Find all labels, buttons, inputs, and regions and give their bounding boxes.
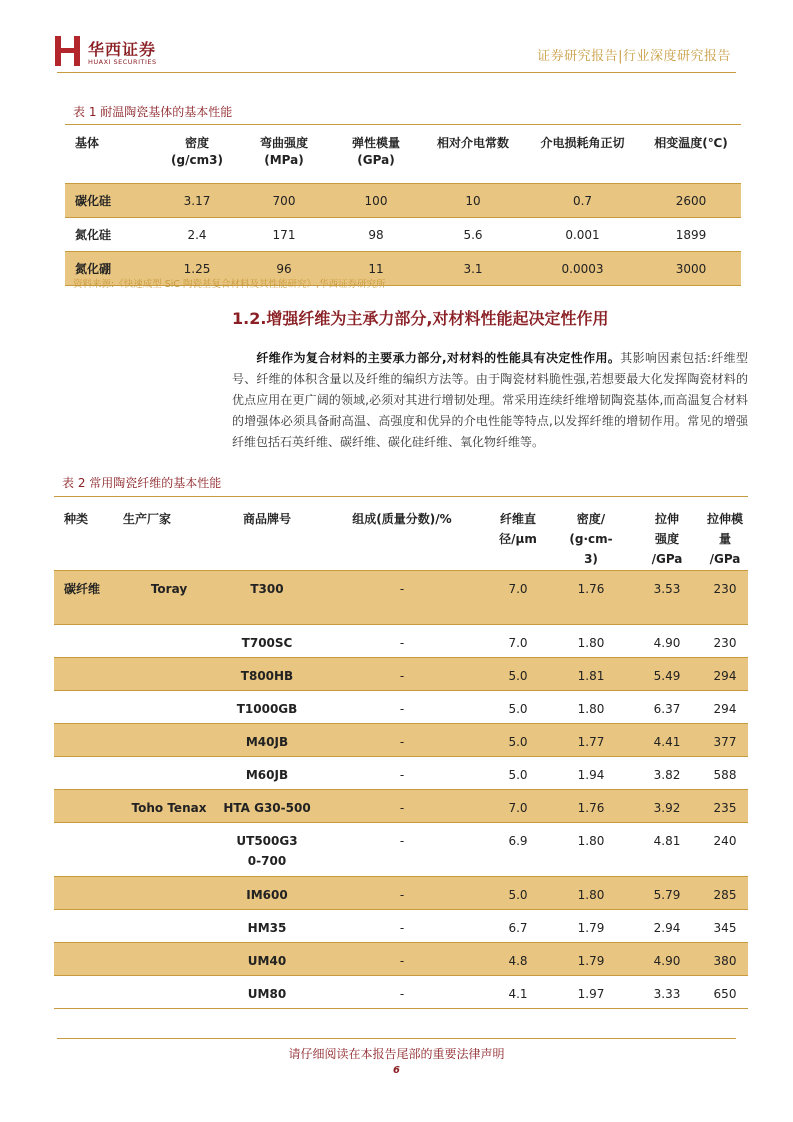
table1-cell: 2.4 [156, 218, 238, 252]
table2-cell-den: 1.80 [550, 877, 632, 910]
table2-cell-brand: T700SC [216, 625, 318, 658]
table-row [65, 218, 741, 252]
table1-header-cell: 弹性模量 (GPa) [330, 125, 422, 184]
table2-header-tensile-modulus: 拉伸模量 /GPa [702, 497, 748, 571]
table2-cell-tm: 285 [702, 877, 748, 910]
table2-cell-dia: 7.0 [486, 571, 550, 625]
table2-cell-den: 1.77 [550, 724, 632, 757]
header-divider [57, 72, 736, 73]
table2-header-diameter: 纤维直 径/μm [486, 497, 550, 571]
table2-cell-den: 1.80 [550, 691, 632, 724]
table2-cell-maker [113, 976, 216, 1009]
table2-cell-brand: T800HB [216, 658, 318, 691]
table-row [54, 790, 748, 823]
table1-cell: 碳化硅 [65, 184, 156, 218]
table2-header-brand: 商品牌号 [216, 497, 318, 571]
table2-cell-comp: - [318, 724, 486, 757]
table2-header-maker: 生产厂家 [113, 497, 216, 571]
table-row [54, 757, 748, 790]
table2-cell-maker [113, 910, 216, 943]
paragraph-body: 其影响因素包括:纤维型号、纤维的体积含量以及纤维的编织方法等。由于陶瓷材料脆性强,若想要最大化发挥陶瓷材料的优点应用在更广阔的领域,必须对其进行增韧处理。常采用连续纤维增韧陶瓷基体,而高温复合材料的增强体必须具备耐高温、高强度和优异的介电性能等特点,以发挥纤维的增韧作用。常见的增强纤维包括石英纤维、碳纤维、碳化硅纤维、氧化物纤维等。 [232, 351, 749, 449]
table2-caption: 表 2 常用陶瓷纤维的基本性能 [62, 476, 222, 490]
table2-cell-brand: UM40 [216, 943, 318, 976]
table1-cell: 700 [238, 184, 330, 218]
table2-cell-dia: 5.0 [486, 691, 550, 724]
table2-cell-kind [54, 724, 113, 757]
table2-cell-tm: 294 [702, 658, 748, 691]
table-row [54, 823, 748, 877]
table-row [65, 184, 741, 218]
table2-cell-tm: 345 [702, 910, 748, 943]
table2-cell-kind [54, 790, 113, 823]
table2-cell-brand: T300 [216, 571, 318, 625]
table1 [65, 124, 741, 286]
table-row [54, 943, 748, 976]
table-row [54, 691, 748, 724]
table1-source: 资料来源:《快速成型 SiC 陶瓷基复合材料及其性能研究》,华西证券研究所 [73, 279, 386, 290]
table2-cell-maker [113, 943, 216, 976]
table1-cell: 171 [238, 218, 330, 252]
table1-cell: 5.6 [422, 218, 524, 252]
table2-cell-brand: UM80 [216, 976, 318, 1009]
report-type: 证券研究报告|行业深度研究报告 [537, 49, 731, 64]
table1-cell: 3000 [641, 252, 741, 286]
table1-header-cell: 弯曲强度 (MPa) [238, 125, 330, 184]
table-row [54, 877, 748, 910]
table2-cell-kind [54, 877, 113, 910]
footer-disclaimer: 请仔细阅读在本报告尾部的重要法律声明 [288, 1047, 505, 1061]
table-row [54, 625, 748, 658]
table2-cell-dia: 6.7 [486, 910, 550, 943]
table2-cell-kind [54, 823, 113, 877]
table1-header-cell: 介电损耗角正切 [524, 125, 641, 184]
table1-cell: 1.25 [156, 252, 238, 286]
table2-cell-dia: 4.8 [486, 943, 550, 976]
table2-body [54, 571, 748, 1009]
table2-cell-dia: 5.0 [486, 757, 550, 790]
brand-name-en: HUAXI SECURITIES [88, 58, 157, 66]
table2-header-density: 密度/ (g·cm- 3) [550, 497, 632, 571]
table2-cell-ts: 3.33 [632, 976, 702, 1009]
table2-cell-ts: 5.79 [632, 877, 702, 910]
table2-cell-ts: 4.90 [632, 943, 702, 976]
table2-cell-tm: 650 [702, 976, 748, 1009]
table1-header-cell: 密度 (g/cm3) [156, 125, 238, 184]
table2-cell-kind [54, 910, 113, 943]
table2-cell-maker [113, 724, 216, 757]
table2-cell-dia: 5.0 [486, 658, 550, 691]
table-row [54, 571, 748, 625]
table-row [54, 976, 748, 1009]
table2-cell-dia: 6.9 [486, 823, 550, 877]
table2-cell-maker [113, 625, 216, 658]
table2-cell-kind [54, 691, 113, 724]
table2-cell-dia: 7.0 [486, 625, 550, 658]
table2-header-row [54, 497, 748, 571]
table2-cell-tm: 377 [702, 724, 748, 757]
page-number: 6 [393, 1065, 400, 1076]
table2-cell-ts: 4.41 [632, 724, 702, 757]
table2-cell-den: 1.79 [550, 943, 632, 976]
table2-cell-ts: 3.53 [632, 571, 702, 625]
table2-cell-maker: Toray [113, 571, 216, 625]
brand-name-cn: 华西证券 [88, 40, 157, 59]
table2-cell-dia: 4.1 [486, 976, 550, 1009]
table2-cell-ts: 5.49 [632, 658, 702, 691]
table2-cell-brand: HTA G30-500 [216, 790, 318, 823]
table2-cell-kind [54, 757, 113, 790]
table2-cell-maker [113, 691, 216, 724]
table2-cell-dia: 5.0 [486, 877, 550, 910]
table2-cell-tm: 294 [702, 691, 748, 724]
table2-cell-comp: - [318, 790, 486, 823]
table1-cell: 1899 [641, 218, 741, 252]
table2-cell-tm: 380 [702, 943, 748, 976]
table2-cell-den: 1.79 [550, 910, 632, 943]
table2-header-tensile-strength: 拉伸 强度 /GPa [632, 497, 702, 571]
table2-cell-brand: M60JB [216, 757, 318, 790]
table1-caption: 表 1 耐温陶瓷基体的基本性能 [73, 105, 233, 119]
table1-cell: 11 [330, 252, 422, 286]
table2-cell-kind [54, 976, 113, 1009]
table2-cell-den: 1.76 [550, 790, 632, 823]
section-heading: 1.2.增强纤维为主承力部分,对材料性能起决定性作用 [232, 309, 609, 328]
table1-cell: 98 [330, 218, 422, 252]
table2-cell-brand: T1000GB [216, 691, 318, 724]
table2-cell-den: 1.97 [550, 976, 632, 1009]
table2-cell-den: 1.80 [550, 625, 632, 658]
table2-cell-maker: Toho Tenax [113, 790, 216, 823]
table1-cell: 96 [238, 252, 330, 286]
table2-cell-maker [113, 658, 216, 691]
table2-cell-tm: 588 [702, 757, 748, 790]
table1-header-row [65, 125, 741, 184]
table2-cell-den: 1.94 [550, 757, 632, 790]
table1-cell: 3.1 [422, 252, 524, 286]
table2-cell-maker [113, 823, 216, 877]
table2-cell-comp: - [318, 943, 486, 976]
table2-cell-brand: UT500G30-700 [216, 823, 318, 877]
table2-cell-kind: 碳纤维 [54, 571, 113, 625]
table1-cell: 10 [422, 184, 524, 218]
table2-cell-dia: 7.0 [486, 790, 550, 823]
table2-cell-ts: 3.92 [632, 790, 702, 823]
table2-cell-den: 1.81 [550, 658, 632, 691]
table2-cell-brand: M40JB [216, 724, 318, 757]
table2-cell-den: 1.80 [550, 823, 632, 877]
table1-cell: 100 [330, 184, 422, 218]
table2-header-kind: 种类 [54, 497, 113, 571]
table2-cell-comp: - [318, 625, 486, 658]
table2-cell-ts: 3.82 [632, 757, 702, 790]
table2-cell-tm: 230 [702, 571, 748, 625]
table2-cell-ts: 4.90 [632, 625, 702, 658]
table1-cell: 0.0003 [524, 252, 641, 286]
table2-cell-kind [54, 625, 113, 658]
table-row [54, 724, 748, 757]
paragraph-lead: 纤维作为复合材料的主要承力部分,对材料的性能具有决定性作用。 [256, 351, 621, 365]
table2-cell-ts: 6.37 [632, 691, 702, 724]
table-row [54, 910, 748, 943]
table2-cell-ts: 4.81 [632, 823, 702, 877]
table1-cell: 0.7 [524, 184, 641, 218]
table2-cell-den: 1.76 [550, 571, 632, 625]
table2-cell-tm: 230 [702, 625, 748, 658]
table2-cell-ts: 2.94 [632, 910, 702, 943]
table2-cell-maker [113, 757, 216, 790]
table1-cell: 0.001 [524, 218, 641, 252]
footer-divider [57, 1038, 736, 1039]
company-logo [55, 36, 80, 66]
table2-cell-comp: - [318, 823, 486, 877]
table2-cell-maker [113, 877, 216, 910]
table2-header-composition: 组成(质量分数)/% [318, 497, 486, 571]
table1-header-cell: 相变温度(℃) [641, 125, 741, 184]
table2-cell-kind [54, 658, 113, 691]
table2 [54, 496, 748, 1009]
table2-cell-tm: 240 [702, 823, 748, 877]
table2-cell-comp: - [318, 571, 486, 625]
table1-cell: 氮化硅 [65, 218, 156, 252]
table2-cell-comp: - [318, 658, 486, 691]
table1-header-cell: 相对介电常数 [422, 125, 524, 184]
table2-cell-comp: - [318, 877, 486, 910]
table2-cell-comp: - [318, 691, 486, 724]
table1-cell: 2600 [641, 184, 741, 218]
table2-cell-brand: IM600 [216, 877, 318, 910]
table1-cell: 3.17 [156, 184, 238, 218]
table2-cell-comp: - [318, 976, 486, 1009]
table2-cell-comp: - [318, 757, 486, 790]
table1-cell: 氮化硼 [65, 252, 156, 286]
section-paragraph [232, 348, 748, 453]
table2-cell-tm: 235 [702, 790, 748, 823]
table1-header-cell: 基体 [65, 125, 156, 184]
table2-cell-dia: 5.0 [486, 724, 550, 757]
table2-cell-kind [54, 943, 113, 976]
table2-cell-brand: HM35 [216, 910, 318, 943]
table2-cell-comp: - [318, 910, 486, 943]
table-row [54, 658, 748, 691]
